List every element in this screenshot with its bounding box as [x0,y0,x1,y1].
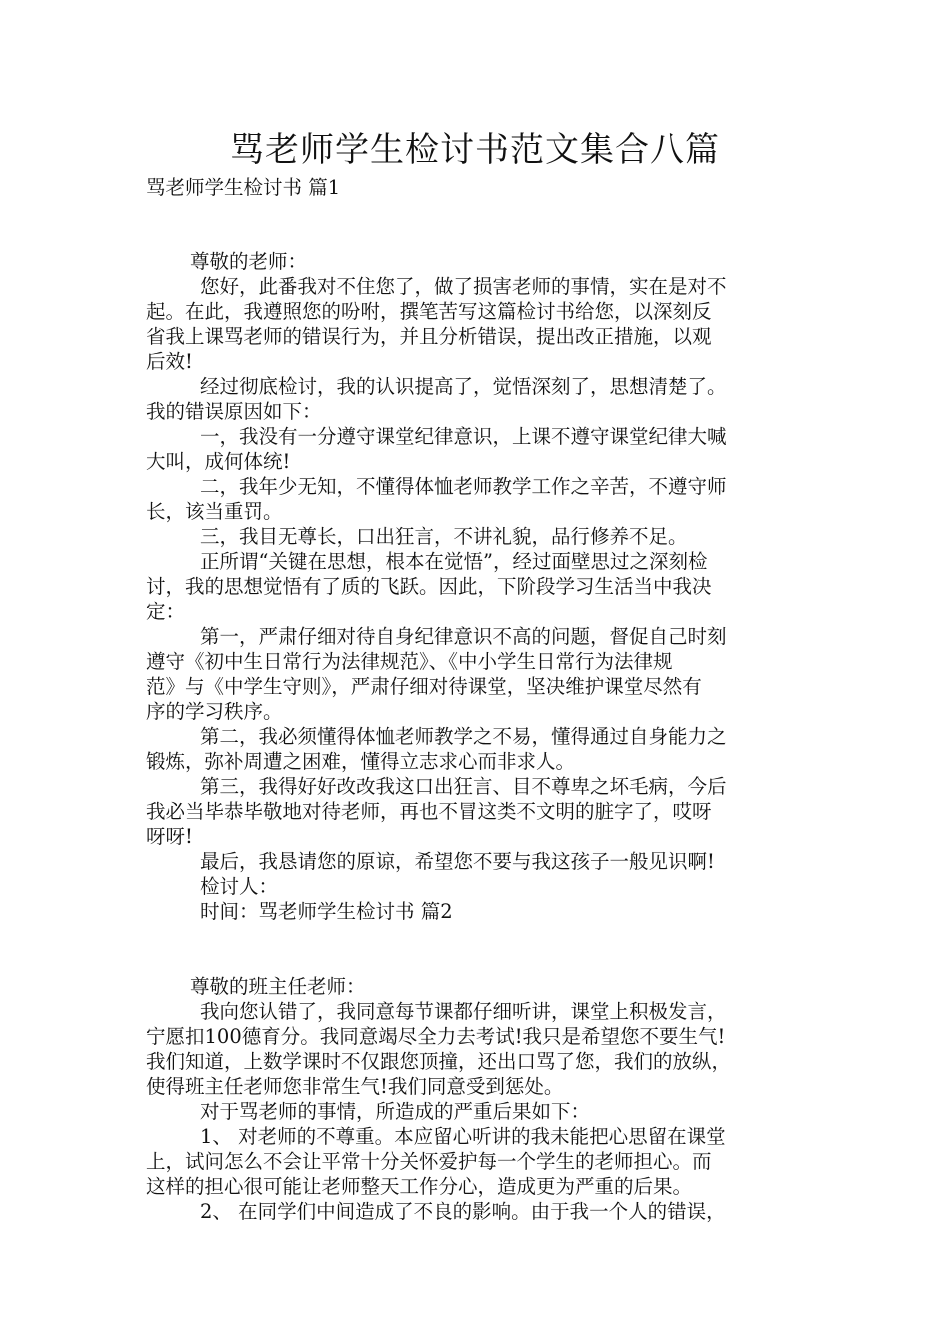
paragraph-line: 这样的担心很可能让老师整天工作分心，造成更为严重的后果。 [146,1175,693,1198]
paragraph-line: 使得班主任老师您非常生气!我们同意受到惩处。 [146,1075,564,1098]
paragraph-line: 大叫，成何体统! [146,450,291,473]
paragraph-line: 宁愿扣100德育分。我同意竭尽全力去考试!我只是希望您不要生气! [146,1025,726,1048]
paragraph-line: 范》与《中学生守则》，严肃仔细对待课堂，坚决维护课堂尽然有 [146,675,702,698]
signer-label: 检讨人： [200,875,279,898]
paragraph-line: 锻炼，弥补周遭之困难，懂得立志求心而非求人。 [146,750,576,773]
salutation: 尊敬的班主任老师： [190,975,366,998]
paragraph-line: 我向您认错了，我同意每节课都仔细听讲，课堂上积极发言， [200,1000,727,1023]
paragraph-line: 呀呀! [146,825,193,848]
paragraph-line: 上，试问怎么不会让平常十分关怀爱护每一个学生的老师担心。而 [146,1150,712,1173]
paragraph-line: 一，我没有一分遵守课堂纪律意识，上课不遵守课堂纪律大喊 [200,425,727,448]
paragraph-line: 我的错误原因如下： [146,400,322,423]
date-label: 时间：骂老师学生检讨书 篇2 [200,900,453,923]
paragraph-line: 2、 在同学们中间造成了不良的影响。由于我一个人的错误， [200,1200,726,1223]
paragraph-line: 经过彻底检讨，我的认识提高了，觉悟深刻了，思想清楚了。 [200,375,727,398]
paragraph-line: 长，该当重罚。 [146,500,283,523]
paragraph-line: 对于骂老师的事情，所造成的严重后果如下： [200,1100,591,1123]
paragraph-line: 三，我目无尊长，口出狂言，不讲礼貌，品行修养不足。 [200,525,688,548]
salutation: 尊敬的老师： [190,250,308,273]
paragraph-line: 正所谓“关键在思想，根本在觉悟”，经过面壁思过之深刻检 [200,550,708,573]
paragraph-line: 序的学习秩序。 [146,700,283,723]
paragraph-line: 1、 对老师的不尊重。本应留心听讲的我未能把心思留在课堂 [200,1125,726,1148]
paragraph-line: 第二，我必须懂得体恤老师教学之不易，懂得通过自身能力之 [200,725,727,748]
paragraph-line: 第三，我得好好改改我这口出狂言、目不尊卑之坏毛病，今后 [200,775,727,798]
paragraph-line: 起。在此，我遵照您的吩咐，撰笔苦写这篇检讨书给您，以深刻反 [146,300,712,323]
paragraph-line: 我们知道，上数学课时不仅跟您顶撞，还出口骂了您，我们的放纵， [146,1050,732,1073]
document-title: 骂老师学生检讨书范文集合八篇 [230,130,720,170]
paragraph-line: 后效! [146,350,193,373]
paragraph-line: 您好，此番我对不住您了，做了损害老师的事情，实在是对不 [200,275,727,298]
paragraph-line: 讨，我的思想觉悟有了质的飞跃。因此，下阶段学习生活当中我决 [146,575,712,598]
paragraph-line: 定： [146,600,186,623]
paragraph-line: 遵守《初中生日常行为法律规范》、《中小学生日常行为法律规 [146,650,673,673]
paragraph-line: 第一，严肃仔细对待自身纪律意识不高的问题，督促自己时刻 [200,625,727,648]
paragraph-line: 最后，我恳请您的原谅，希望您不要与我这孩子一般见识啊! [200,850,715,873]
section-heading: 骂老师学生检讨书 篇1 [146,176,341,199]
paragraph-line: 我必当毕恭毕敬地对待老师，再也不冒这类不文明的脏字了，哎呀 [146,800,712,823]
paragraph-line: 二，我年少无知，不懂得体恤老师教学工作之辛苦，不遵守师 [200,475,727,498]
paragraph-line: 省我上课骂老师的错误行为，并且分析错误，提出改正措施，以观 [146,325,712,348]
